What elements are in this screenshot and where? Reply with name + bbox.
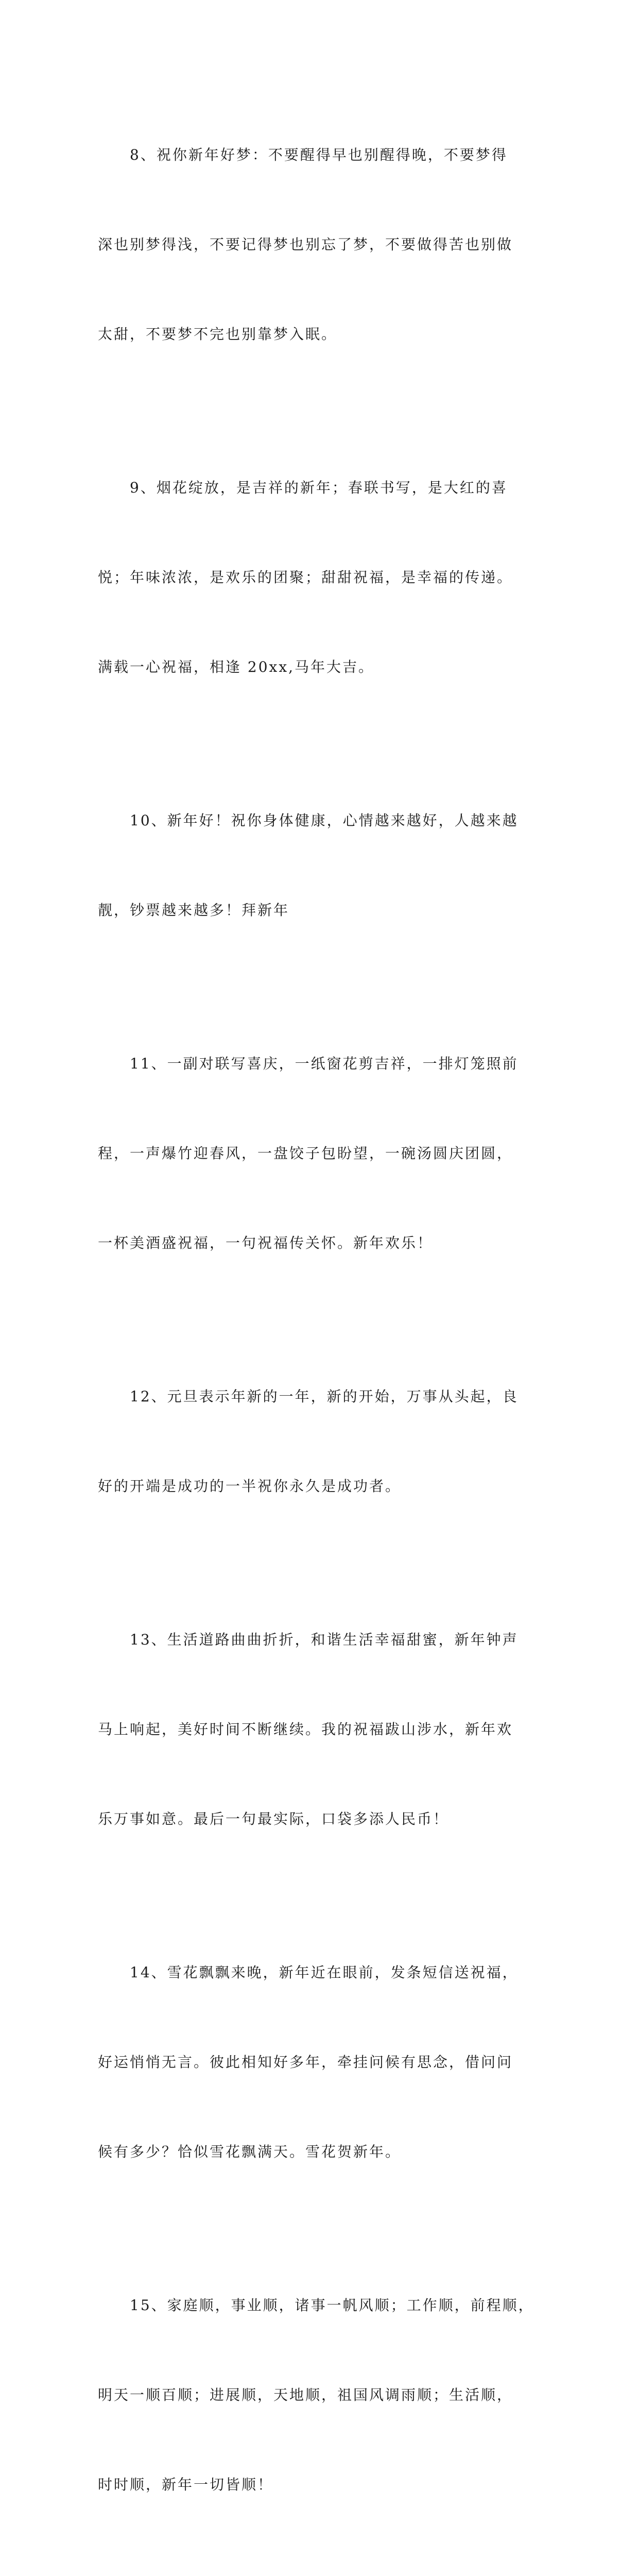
paragraph-line: 太甜，不要梦不完也别靠梦入眠。 [98,326,338,343]
paragraph-line: 候有多少？恰似雪花飘满天。雪花贺新年。 [98,2143,402,2160]
paragraph-line: 程，一声爆竹迎春风，一盘饺子包盼望，一碗汤圆庆团圆， [98,1145,513,1162]
paragraph-line: 8、祝你新年好梦：不要醒得早也别醒得晚，不要梦得 [130,146,508,163]
paragraph-line: 深也别梦得浅，不要记得梦也别忘了梦，不要做得苦也别做 [98,236,513,253]
paragraph-15 [98,2231,541,2560]
paragraph-line: 乐万事如意。最后一句最实际，口袋多添人民币！ [98,1810,450,1827]
paragraph-9 [98,413,541,742]
paragraph-line: 14、雪花飘飘来晚，新年近在眼前，发条短信送祝福， [130,1964,519,1981]
paragraph-line: 10、新年好！祝你身体健康，心情越来越好，人越来越 [130,812,519,829]
paragraph-line: 满载一心祝福，相逢 20xx,马年大吉。 [98,658,375,675]
paragraph-line: 15、家庭顺，事业顺，诸事一帆风顺；工作顺，前程顺， [130,2297,534,2314]
paragraph-line: 一杯美酒盛祝福，一句祝福传关怀。新年欢乐！ [98,1234,434,1251]
document-body [98,80,541,2576]
paragraph-line: 悦；年味浓浓，是欢乐的团聚；甜甜祝福，是幸福的传递。 [98,569,513,586]
paragraph-8 [98,80,541,409]
paragraph-14 [98,1898,541,2227]
paragraph-line: 时时顺，新年一切皆顺！ [98,2476,274,2493]
paragraph-16 [98,2564,541,2576]
paragraph-13 [98,1565,541,1894]
paragraph-line: 好的开端是成功的一半祝你永久是成功者。 [98,1478,402,1495]
paragraph-line: 明天一顺百顺；进展顺，天地顺，祖国风调雨顺；生活顺， [98,2386,513,2403]
paragraph-10 [98,746,541,985]
paragraph-line: 靓，钞票越来越多！拜新年 [98,902,290,919]
paragraph-line: 9、烟花绽放，是吉祥的新年；春联书写，是大红的喜 [130,479,508,496]
paragraph-line: 13、生活道路曲曲折折，和谐生活幸福甜蜜，新年钟声 [130,1631,519,1648]
paragraph-11 [98,989,541,1318]
paragraph-12 [98,1322,541,1561]
paragraph-line: 马上响起，美好时间不断继续。我的祝福跋山涉水，新年欢 [98,1721,513,1738]
paragraph-line: 好运悄悄无言。彼此相知好多年，牵挂问候有思念，借问问 [98,2054,513,2071]
paragraph-line: 12、元旦表示年新的一年，新的开始，万事从头起，良 [130,1388,519,1405]
paragraph-line: 11、一副对联写喜庆，一纸窗花剪吉祥，一排灯笼照前 [130,1055,519,1072]
